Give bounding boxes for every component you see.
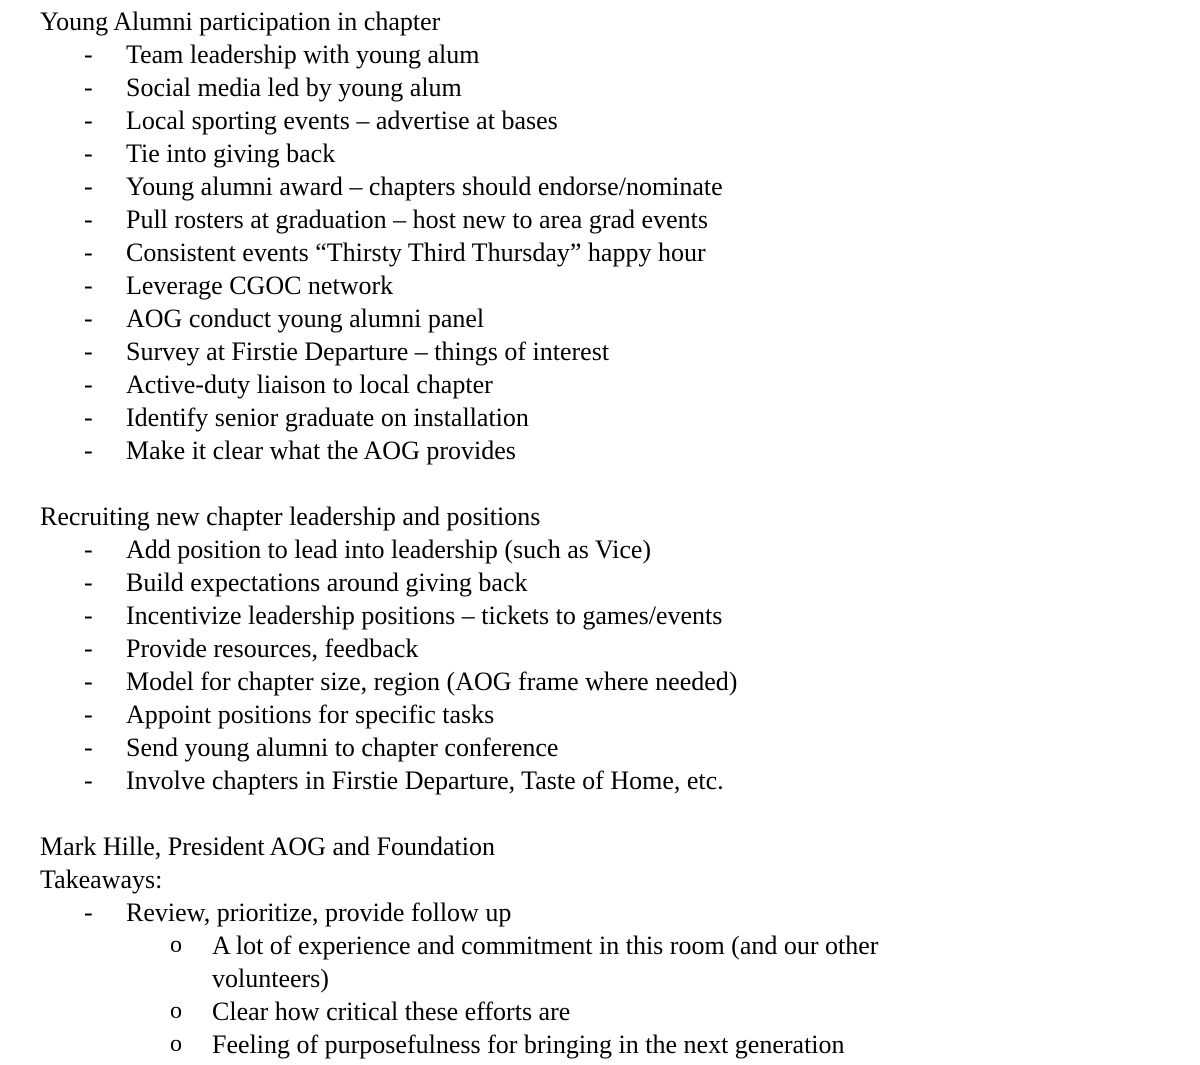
dash-bullet-icon: - [84,139,93,168]
list-item-text: Incentivize leadership positions – tickets to games/events [126,601,723,630]
list-item [0,632,1200,665]
list-item [0,236,1200,269]
list-item-text: Make it clear what the AOG provides [126,436,516,465]
list-item [0,170,1200,203]
list-item-text: Team leadership with young alum [126,40,480,69]
sub-list-item [0,962,1200,995]
list-item-text: Provide resources, feedback [126,634,419,663]
section-heading: Recruiting new chapter leadership and positions [40,502,541,531]
list-item-text: Local sporting events – advertise at bases [126,106,558,135]
list-item [0,566,1200,599]
circle-bullet-icon: o [170,932,182,958]
list-item-text: Pull rosters at graduation – host new to area grad events [126,205,708,234]
list-item-text: Survey at Firstie Departure – things of interest [126,337,610,366]
list-item [0,401,1200,434]
takeaways-label: Takeaways: [40,865,163,894]
list-item [0,533,1200,566]
list-item [0,38,1200,71]
speaker-name: Mark Hille, President AOG and Foundation [40,832,495,861]
circle-bullet-icon: o [170,998,182,1024]
list-item [0,137,1200,170]
list-item-text: Review, prioritize, provide follow up [126,898,512,927]
dash-bullet-icon: - [84,733,93,762]
list-item [0,269,1200,302]
list-item-text: Build expectations around giving back [126,568,528,597]
sub-list-item [0,929,1200,962]
dash-bullet-icon: - [84,337,93,366]
dash-bullet-icon: - [84,370,93,399]
list-item-text: Identify senior graduate on installation [126,403,529,432]
list-item [0,302,1200,335]
dash-bullet-icon: - [84,40,93,69]
list-item-text: Appoint positions for specific tasks [126,700,495,729]
list-item-text: Young alumni award – chapters should endorse/nominate [126,172,723,201]
dash-bullet-icon: - [84,535,93,564]
list-item [0,731,1200,764]
list-item [0,71,1200,104]
dash-bullet-icon: - [84,205,93,234]
list-item [0,665,1200,698]
list-item-text: Add position to lead into leadership (such as Vice) [126,535,652,564]
dash-bullet-icon: - [84,568,93,597]
sub-list-item [0,995,1200,1028]
dash-bullet-icon: - [84,601,93,630]
list-item-text: Active-duty liaison to local chapter [126,370,493,399]
dash-bullet-icon: - [84,898,93,927]
dash-bullet-icon: - [84,667,93,696]
list-item-text: Tie into giving back [126,139,336,168]
dash-bullet-icon: - [84,238,93,267]
dash-bullet-icon: - [84,403,93,432]
list-item [0,896,1200,929]
dash-bullet-icon: - [84,700,93,729]
list-item [0,368,1200,401]
dash-bullet-icon: - [84,766,93,795]
list-item-text: Social media led by young alum [126,73,462,102]
sub-list-item-text: A lot of experience and commitment in this room (and our other [212,931,879,960]
list-item [0,599,1200,632]
list-item-text: Consistent events “Thirsty Third Thursday” happy hour [126,238,706,267]
list-item-text: Leverage CGOC network [126,271,394,300]
sub-list-item [0,1028,1200,1061]
list-item [0,698,1200,731]
sub-list-item-text: Feeling of purposefulness for bringing in the next generation [212,1030,845,1059]
list-item [0,434,1200,467]
list-item [0,104,1200,137]
dash-bullet-icon: - [84,271,93,300]
list-item-text: Involve chapters in Firstie Departure, Taste of Home, etc. [126,766,724,795]
list-item [0,203,1200,236]
list-item-text: Model for chapter size, region (AOG frame where needed) [126,667,738,696]
dash-bullet-icon: - [84,304,93,333]
dash-bullet-icon: - [84,106,93,135]
section-heading: Young Alumni participation in chapter [40,7,441,36]
list-item [0,764,1200,797]
sub-list-item-text: Clear how critical these efforts are [212,997,571,1026]
list-item [0,335,1200,368]
sub-list-item-text: volunteers) [212,964,329,993]
circle-bullet-icon: o [170,1031,182,1057]
dash-bullet-icon: - [84,73,93,102]
dash-bullet-icon: - [84,634,93,663]
list-item-text: Send young alumni to chapter conference [126,733,559,762]
list-item-text: AOG conduct young alumni panel [126,304,485,333]
dash-bullet-icon: - [84,436,93,465]
dash-bullet-icon: - [84,172,93,201]
